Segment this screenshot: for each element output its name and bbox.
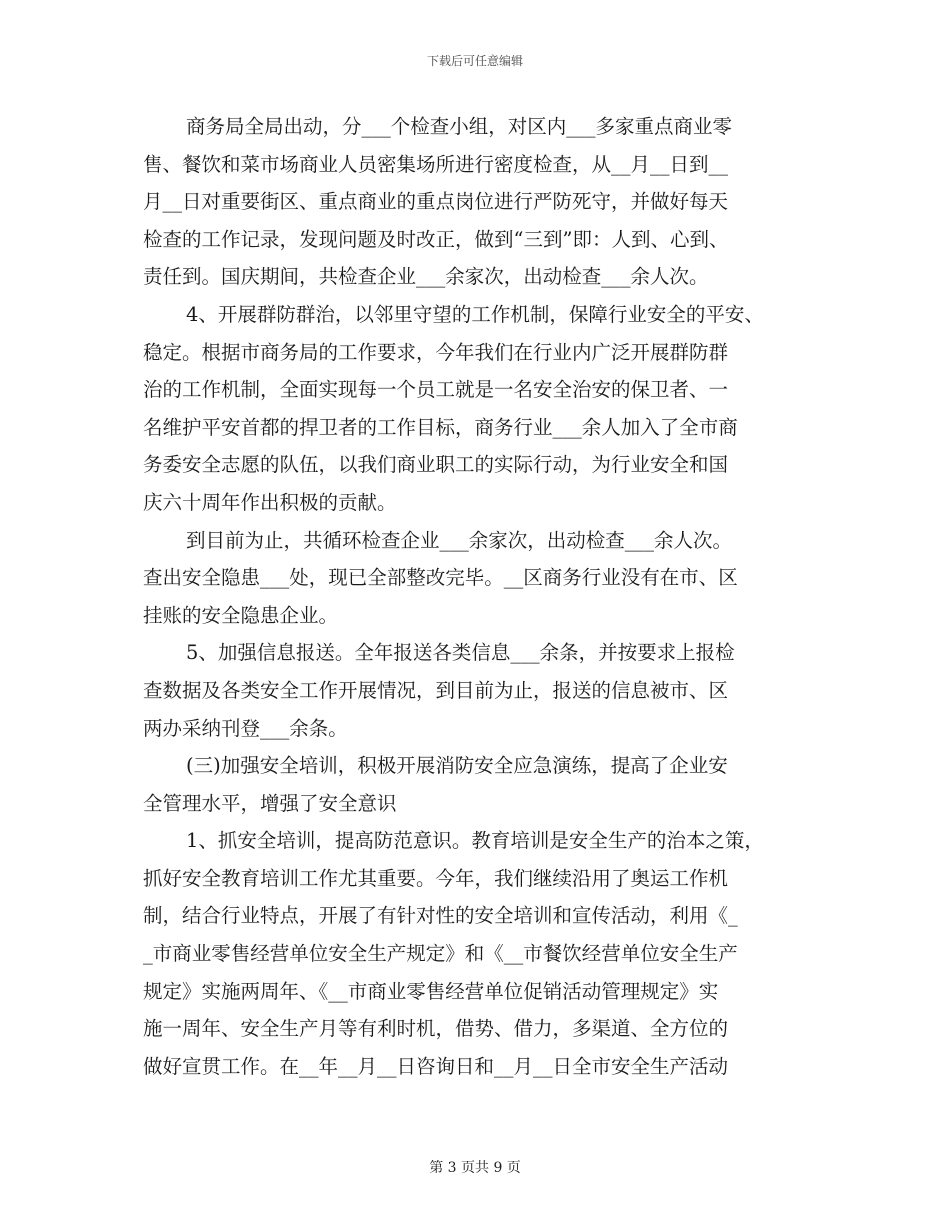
text-line: 月__日对重要街区、重点商业的重点岗位进行严防死守，并做好每天 [143, 190, 729, 214]
text-line: 抓好安全教育培训工作尤其重要。今年，我们继续沿用了奥运工作机 [143, 866, 729, 890]
text-line: 责任到。国庆期间，共检查企业___余家次，出动检查___余人次。 [143, 265, 709, 289]
text-line: (三)加强安全培训，积极开展消防安全应急演练，提高了企业安 [186, 754, 728, 778]
document-body [143, 108, 823, 1085]
page-footer: 第 3 页共 9 页 [429, 1160, 521, 1176]
text-line: 4、开展群防群治，以邻里守望的工作机制，保障行业安全的平安、 [186, 302, 764, 326]
text-line: 5、加强信息报送。全年报送各类信息___余条，并按要求上报检 [186, 641, 735, 665]
text-line: 务委安全志愿的队伍，以我们商业职工的实际行动，为行业安全和国 [143, 453, 729, 477]
text-line: 挂账的安全隐患企业。 [143, 603, 339, 627]
text-line: 做好宣贯工作。在__年__月__日咨询日和__月__日全市安全生产活动 [143, 1054, 729, 1078]
text-line: 查数据及各类安全工作开展情况，到目前为止，报送的信息被市、区 [143, 678, 729, 702]
text-line: 售、餐饮和菜市场商业人员密集场所进行密度检查，从__月__日到__ [143, 152, 729, 176]
text-line: 全管理水平，增强了安全意识 [143, 791, 397, 815]
text-line: 商务局全局出动，分___个检查小组，对区内___多家重点商业零 [186, 115, 733, 138]
text-line: 名维护平安首都的捍卫者的工作目标，商务行业___余人加入了全市商 [143, 415, 738, 439]
text-line: 两办采纳刊登___余条。 [143, 716, 348, 740]
text-line: 制，结合行业特点，开展了有针对性的安全培训和宣传活动，利用《_ [143, 904, 738, 928]
text-line: 1、抓安全培训，提高防范意识。教育培训是安全生产的治本之策， [186, 829, 764, 853]
text-line: 治的工作机制，全面实现每一个员工就是一名安全治安的保卫者、一 [143, 378, 729, 402]
text-line: 查出安全隐患___处，现已全部整改完毕。__区商务行业没有在市、区 [143, 566, 738, 590]
page-header: 下载后可任意编辑 [426, 54, 523, 68]
text-line: 到目前为止，共循环检查企业___余家次，出动检查___余人次。 [186, 528, 733, 552]
text-line: 检查的工作记录，发现问题及时改正，做到“三到”即：人到、心到、 [143, 227, 729, 251]
text-line: 庆六十周年作出积极的贡献。 [143, 490, 397, 514]
text-line: 稳定。根据市商务局的工作要求，今年我们在行业内广泛开展群防群 [143, 340, 729, 364]
text-line: 规定》实施两周年、《__市商业零售经营单位促销活动管理规定》实 [143, 979, 719, 1003]
text-line: 施一周年、安全生产月等有利时机，借势、借力，多渠道、全方位的 [143, 1017, 729, 1041]
text-line: _市商业零售经营单位安全生产规定》和《__市餐饮经营单位安全生产 [143, 942, 738, 966]
